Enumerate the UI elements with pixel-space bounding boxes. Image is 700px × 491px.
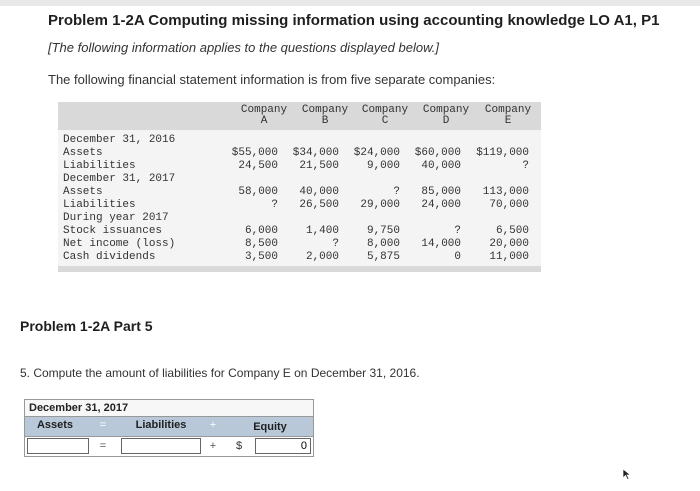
table-cell: $24,000 xyxy=(353,147,400,159)
col-head-b xyxy=(294,105,356,127)
top-strip xyxy=(0,0,700,6)
answer-header-row xyxy=(24,417,314,437)
col-head-a xyxy=(233,105,295,127)
table-cell: ? xyxy=(332,238,339,250)
equity-header: Equity xyxy=(253,421,287,433)
col-head-d xyxy=(415,105,477,127)
table-cell: 21,500 xyxy=(299,160,339,172)
equals-sign: = xyxy=(99,419,107,431)
table-cell: 8,000 xyxy=(366,238,400,250)
table-cell: $55,000 xyxy=(231,147,278,159)
table-cell: ? xyxy=(271,199,278,211)
col-head-line1: Company xyxy=(240,104,288,116)
part-title: Problem 1-2A Part 5 xyxy=(20,318,153,334)
plus-sign: + xyxy=(209,440,217,452)
table-cell: 9,750 xyxy=(366,225,400,237)
table-cell: 6,000 xyxy=(244,225,278,237)
question-text: 5. Compute the amount of liabilities for Company E on December 31, 2016. xyxy=(20,366,420,380)
table-cell: 14,000 xyxy=(421,238,461,250)
col-head-line2: B xyxy=(321,115,329,127)
table-cell: ? xyxy=(454,225,461,237)
table-cell: ? xyxy=(393,186,400,198)
row-label: Net income (loss) xyxy=(63,238,176,250)
col-head-line1: Company xyxy=(422,104,470,116)
financial-data-table xyxy=(58,102,541,272)
col-head-line1: Company xyxy=(301,104,349,116)
table-cell: 2,000 xyxy=(305,251,339,263)
answer-input-row xyxy=(24,437,314,457)
table-cell: $34,000 xyxy=(292,147,339,159)
row-label: Liabilities xyxy=(63,160,136,172)
problem-intro: The following financial statement information is from five separate companies: xyxy=(48,72,496,87)
row-label: Assets xyxy=(63,147,103,159)
col-head-line2: C xyxy=(381,115,389,127)
row-label: During year 2017 xyxy=(63,212,169,224)
col-head-c xyxy=(354,105,416,127)
table-cell: 58,000 xyxy=(238,186,278,198)
table-cell: 20,000 xyxy=(489,238,529,250)
col-head-line2: D xyxy=(442,115,450,127)
equals-sign: = xyxy=(99,440,107,452)
table-cell: 40,000 xyxy=(299,186,339,198)
table-cell: 29,000 xyxy=(360,199,400,211)
table-cell: 0 xyxy=(454,251,461,263)
liabilities-header: Liabilities xyxy=(135,419,187,431)
table-cell: 5,875 xyxy=(366,251,400,263)
col-head-e xyxy=(477,105,539,127)
table-cell: 24,000 xyxy=(421,199,461,211)
table-cell: 85,000 xyxy=(421,186,461,198)
mouse-cursor-icon xyxy=(622,468,632,480)
table-cell: 24,500 xyxy=(238,160,278,172)
row-labels xyxy=(63,134,175,264)
col-head-line1: Company xyxy=(484,104,532,116)
table-footer-bar xyxy=(58,266,541,272)
dollar-sign: $ xyxy=(235,440,243,452)
table-cell: 113,000 xyxy=(482,186,529,198)
col-head-line2: A xyxy=(260,115,268,127)
assets-header: Assets xyxy=(36,419,74,431)
table-cell: $60,000 xyxy=(414,147,461,159)
problem-subtitle: [The following information applies to the questions displayed below.] xyxy=(48,40,439,55)
equity-input[interactable] xyxy=(255,438,311,454)
table-cell: 70,000 xyxy=(489,199,529,211)
plus-sign: + xyxy=(209,419,217,431)
table-cell: 40,000 xyxy=(421,160,461,172)
table-cell: 9,000 xyxy=(366,160,400,172)
row-label: Liabilities xyxy=(63,199,136,211)
row-label: December 31, 2016 xyxy=(63,134,176,146)
answer-date-label: December 31, 2017 xyxy=(24,399,314,417)
table-cell: 6,500 xyxy=(495,225,529,237)
table-cell: ? xyxy=(522,160,529,172)
table-cell: 1,400 xyxy=(305,225,339,237)
problem-title: Problem 1-2A Computing missing information using accounting knowledge LO A1, P1 xyxy=(48,12,660,29)
row-label: Cash dividends xyxy=(63,251,156,263)
row-label: Assets xyxy=(63,186,103,198)
table-cell: 26,500 xyxy=(299,199,339,211)
col-head-line1: Company xyxy=(361,104,409,116)
col-head-line2: E xyxy=(504,115,512,127)
table-cell: $119,000 xyxy=(476,147,529,159)
table-cell: 8,500 xyxy=(244,238,278,250)
answer-grid xyxy=(24,399,314,457)
liabilities-input[interactable] xyxy=(121,438,201,454)
row-label: Stock issuances xyxy=(63,225,163,237)
table-cell: 3,500 xyxy=(244,251,278,263)
assets-input[interactable] xyxy=(27,438,89,454)
row-label: December 31, 2017 xyxy=(63,173,176,185)
table-cell: 11,000 xyxy=(489,251,529,263)
